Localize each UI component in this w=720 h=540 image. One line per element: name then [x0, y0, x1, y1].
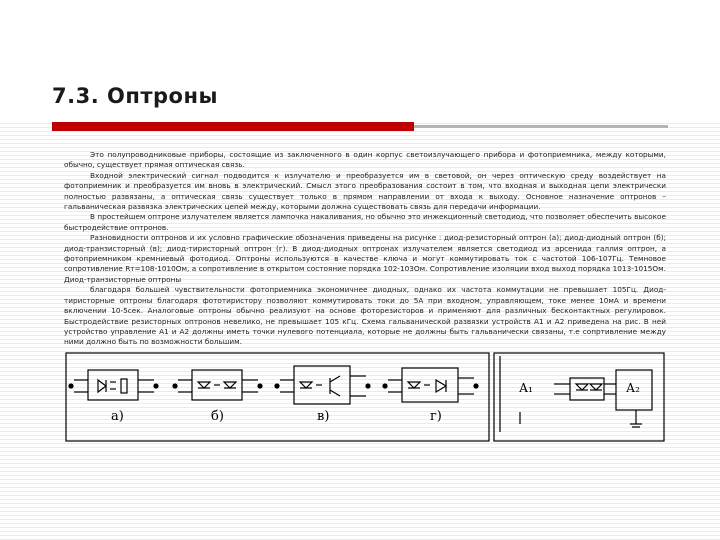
panel-optocoupler-types [66, 353, 489, 441]
paragraph-simplest: В простейшем оптроне излучателем является лампочка накаливания, но обычно это инжекционный светодиод, что позволяет обеспечить высокое быстродействие оптронов. [64, 212, 666, 232]
body-text [64, 150, 666, 348]
optocoupler-g-symbol [388, 368, 474, 402]
label-g: г) [430, 409, 442, 424]
label-b: б) [211, 409, 224, 424]
label-a2: А₂ [626, 381, 640, 395]
title-area [0, 0, 720, 123]
optocoupler-b-symbol [178, 370, 258, 400]
optocoupler-diagram [64, 352, 666, 442]
label-a1: А₁ [519, 381, 533, 395]
title-underline-gray [414, 125, 668, 128]
panel-isolation-scheme [494, 353, 664, 441]
slide-title: 7.3. Оптроны [52, 84, 218, 108]
paragraph-analog: благодаря большей чувствительности фотоприемника экономичнее диодных, однако их частота коммутации не превышает 105Гц. Диод-тиристорные оптроны благодаря фототиристору позволяют коммутировать токи до 5А при входном, управляющем, токе менее 10мА и времени включении 10-5сек. Аналоговые оптроны обычно реализуют на основе фоторезисторов и применяют для различных бесконтактных регулировок. Быстродействие резисторных оптронов невелико, не превышает 105 кГц. Схема гальванической развязки устройств А1 и А2 приведена на рис. В ней устройство управление А1 и А2 должны иметь точки нулевого потенциала, которые не должны быть гальванически связаны, т.е сопртивление между ними должно быть по возможности большим. [64, 285, 666, 347]
title-underline-red [52, 122, 414, 131]
label-a: а) [111, 409, 124, 424]
paragraph-principle: Входной электрический сигнал подводится к излучателю и преобразуется им в световой, он через оптическую среду воздействует на фотоприемник и преобразуется им вновь в электрический. Смысл этого преобразования состоит в том, что входная и выходная цепи электрически полностью развязаны, а оптическая связь существует только в прямом направлении от входа к выходу. Основное назначение оптронов – гальваническая развязка электрических цепей между, которыми должна существовать связь для передачи информации. [64, 170, 666, 212]
optocoupler-figure [64, 352, 666, 442]
optocoupler-a-symbol [74, 370, 154, 400]
label-v: в) [317, 409, 330, 424]
optocoupler-v-symbol [280, 366, 366, 404]
paragraph-definition: Это полупроводниковые приборы, состоящие из заключенного в один корпус светоизлучающего прибора и фотоприемника, между которыми, обычно, существует прямая оптическая связь. [64, 150, 666, 170]
paragraph-types: Разновидности оптронов и их условно графические обозначения приведены на рисунке : диод-резисторный оптрон (а); диод-диодный оптрон (б); диод-транзисторный (в); диод-тиристорный оптрон (г). В диод-диодных оптронах излучателем является светодиод из арсенида галлия оптрон, а фотоприемником кремниевый фотодиод. Оптроны используются в качестве ключа и могут коммутировать ток с частотой 106-107Гц. Темновое сопротивление Rт=108-1010Ом, а сопротивление в открытом состояние порядка 102-103Ом. Сопротивление изоляции вход выход порядка 1013-1015Ом. Диод-транзисторные оптроны [64, 233, 666, 284]
